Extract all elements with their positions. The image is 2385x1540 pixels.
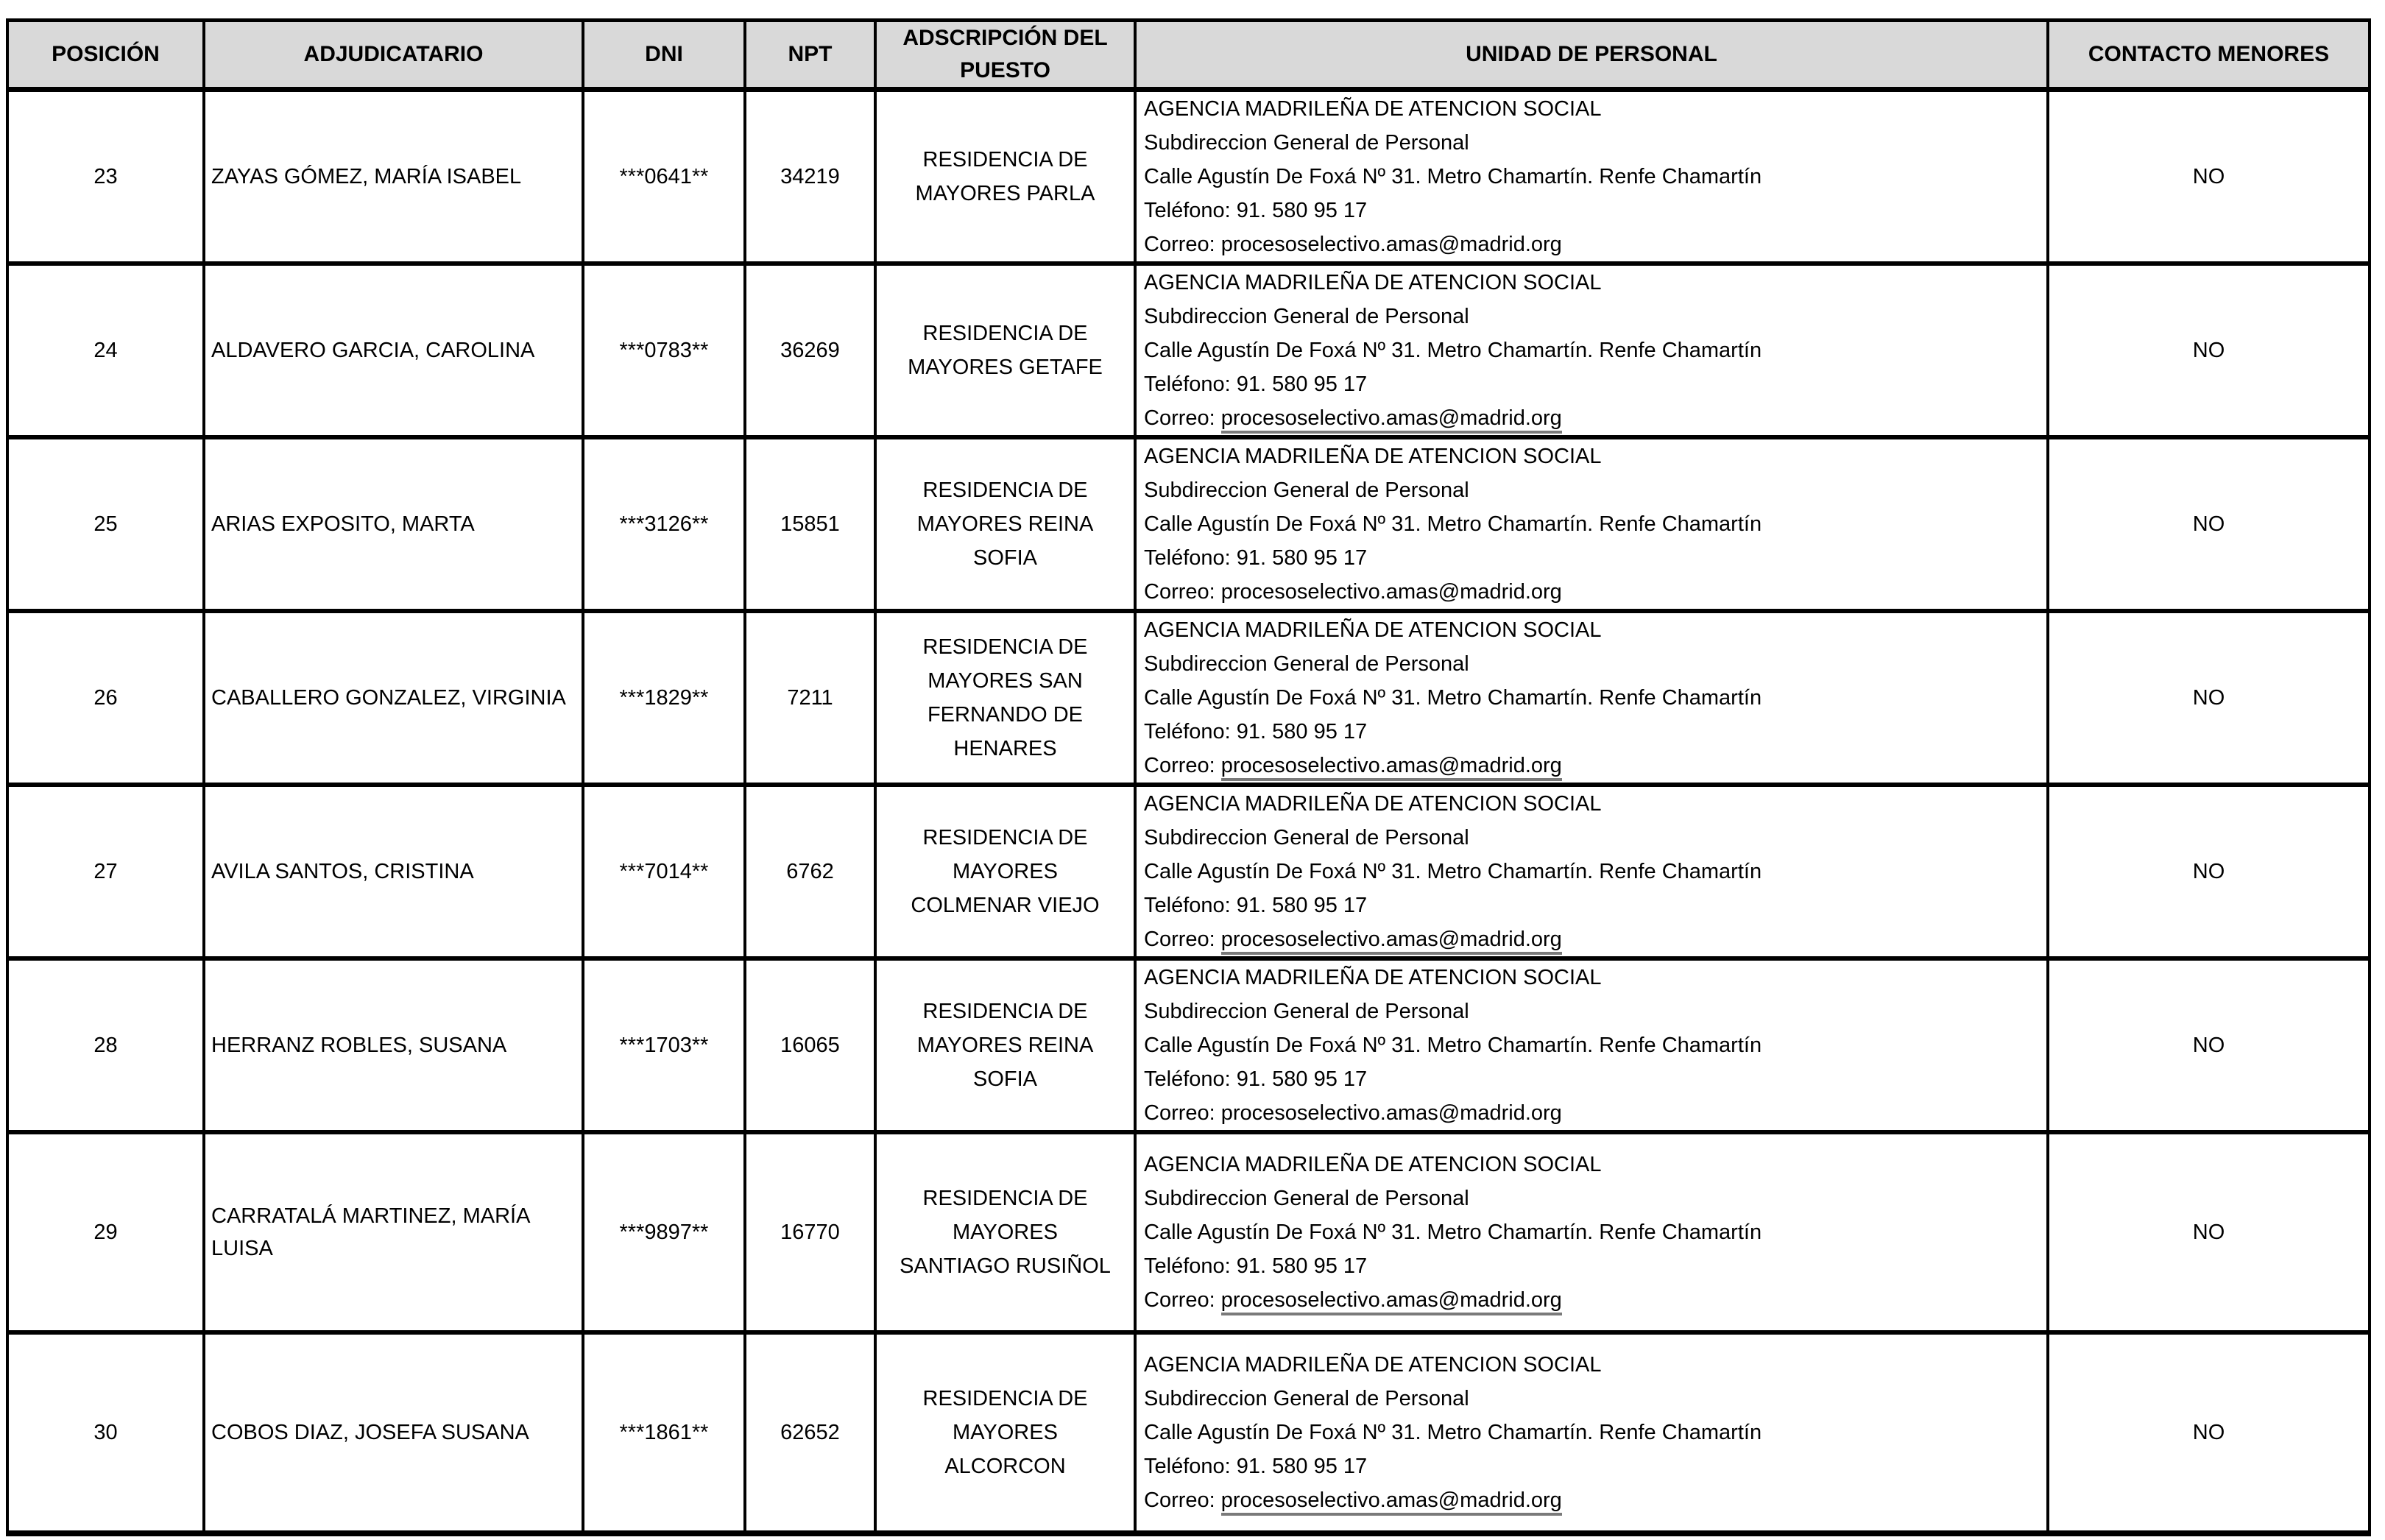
npt-cell: 16770 <box>745 1132 875 1332</box>
posicion-cell: 30 <box>7 1332 204 1533</box>
adscripcion-del-puesto-cell: RESIDENCIA DE MAYORES REINA SOFIA <box>875 958 1135 1132</box>
posicion-cell: 27 <box>7 785 204 958</box>
posicion-cell: 28 <box>7 958 204 1132</box>
unidad-de-personal-cell <box>1135 611 2048 785</box>
unidad-correo-line <box>1144 575 2038 609</box>
col-header-npt: NPT <box>745 21 875 90</box>
contacto-menores-cell: NO <box>2048 264 2370 437</box>
adjudicatario-cell: ALDAVERO GARCIA, CAROLINA <box>204 264 583 437</box>
unidad-telefono-line: Teléfono: 91. 580 95 17 <box>1144 1067 1368 1091</box>
posicion-cell: 24 <box>7 264 204 437</box>
adscripcion-del-puesto-cell: RESIDENCIA DE MAYORES PARLA <box>875 90 1135 264</box>
posicion-cell: 25 <box>7 437 204 611</box>
col-header-unidad-de-personal: UNIDAD DE PERSONAL <box>1135 21 2048 90</box>
correo-label: Correo: <box>1144 580 1221 604</box>
npt-cell: 15851 <box>745 437 875 611</box>
unidad-agencia-line: AGENCIA MADRILEÑA DE ATENCION SOCIAL <box>1144 966 1602 989</box>
unidad-direccion-line: Calle Agustín De Foxá Nº 31. Metro Chamartín. Renfe Chamartín <box>1144 686 1762 710</box>
contacto-menores-cell: NO <box>2048 437 2370 611</box>
unidad-telefono-line: Teléfono: 91. 580 95 17 <box>1144 1254 1368 1278</box>
unidad-subdireccion-line: Subdireccion General de Personal <box>1144 305 1469 328</box>
correo-label: Correo: <box>1144 233 1221 256</box>
unidad-agencia-line: AGENCIA MADRILEÑA DE ATENCION SOCIAL <box>1144 97 1602 121</box>
table-row <box>7 785 2370 958</box>
dni-cell: ***0783** <box>583 264 745 437</box>
unidad-correo-line <box>1144 922 2038 956</box>
adjudicatario-cell: COBOS DIAZ, JOSEFA SUSANA <box>204 1332 583 1533</box>
unidad-agencia-line: AGENCIA MADRILEÑA DE ATENCION SOCIAL <box>1144 618 1602 642</box>
correo-label: Correo: <box>1144 928 1221 951</box>
correo-label: Correo: <box>1144 406 1221 430</box>
unidad-subdireccion-line: Subdireccion General de Personal <box>1144 652 1469 676</box>
adscripcion-del-puesto-cell: RESIDENCIA DE MAYORES REINA SOFIA <box>875 437 1135 611</box>
header-row <box>7 21 2370 90</box>
adjudicatario-cell: AVILA SANTOS, CRISTINA <box>204 785 583 958</box>
table-row <box>7 611 2370 785</box>
table-row <box>7 264 2370 437</box>
unidad-subdireccion-line: Subdireccion General de Personal <box>1144 131 1469 155</box>
npt-cell: 6762 <box>745 785 875 958</box>
adjudicatario-cell: CABALLERO GONZALEZ, VIRGINIA <box>204 611 583 785</box>
unidad-subdireccion-line: Subdireccion General de Personal <box>1144 1000 1469 1023</box>
table-row <box>7 90 2370 264</box>
npt-cell: 16065 <box>745 958 875 1132</box>
unidad-agencia-line: AGENCIA MADRILEÑA DE ATENCION SOCIAL <box>1144 1153 1602 1176</box>
unidad-subdireccion-line: Subdireccion General de Personal <box>1144 1387 1469 1410</box>
unidad-telefono-line: Teléfono: 91. 580 95 17 <box>1144 199 1368 222</box>
npt-cell: 34219 <box>745 90 875 264</box>
col-header-contacto-menores: CONTACTO MENORES <box>2048 21 2370 90</box>
adjudicatario-cell: ZAYAS GÓMEZ, MARÍA ISABEL <box>204 90 583 264</box>
dni-cell: ***0641** <box>583 90 745 264</box>
contacto-menores-cell: NO <box>2048 611 2370 785</box>
correo-label: Correo: <box>1144 1101 1221 1125</box>
unidad-direccion-line: Calle Agustín De Foxá Nº 31. Metro Chamartín. Renfe Chamartín <box>1144 1034 1762 1057</box>
dni-cell: ***1703** <box>583 958 745 1132</box>
unidad-telefono-line: Teléfono: 91. 580 95 17 <box>1144 546 1368 570</box>
adjudicatario-cell: ARIAS EXPOSITO, MARTA <box>204 437 583 611</box>
unidad-correo-line <box>1144 1483 2038 1517</box>
unidad-agencia-line: AGENCIA MADRILEÑA DE ATENCION SOCIAL <box>1144 271 1602 294</box>
adjudicatarios-table <box>6 18 2371 1536</box>
unidad-de-personal-cell <box>1135 437 2048 611</box>
contacto-menores-cell: NO <box>2048 1132 2370 1332</box>
npt-cell: 62652 <box>745 1332 875 1533</box>
unidad-correo-line <box>1144 749 2038 783</box>
email-link[interactable]: procesoselectivo.amas@madrid.org <box>1220 233 1562 256</box>
dni-cell: ***7014** <box>583 785 745 958</box>
adscripcion-del-puesto-cell: RESIDENCIA DE MAYORES ALCORCON <box>875 1332 1135 1533</box>
unidad-direccion-line: Calle Agustín De Foxá Nº 31. Metro Chamartín. Renfe Chamartín <box>1144 512 1762 536</box>
correo-label: Correo: <box>1144 1288 1221 1312</box>
col-header-adjudicatario: ADJUDICATARIO <box>204 21 583 90</box>
adjudicatario-cell: CARRATALÁ MARTINEZ, MARÍA LUISA <box>204 1132 583 1332</box>
unidad-agencia-line: AGENCIA MADRILEÑA DE ATENCION SOCIAL <box>1144 1353 1602 1377</box>
unidad-subdireccion-line: Subdireccion General de Personal <box>1144 826 1469 850</box>
posicion-cell: 26 <box>7 611 204 785</box>
posicion-cell: 29 <box>7 1132 204 1332</box>
email-link[interactable]: procesoselectivo.amas@madrid.org <box>1220 580 1562 604</box>
contacto-menores-cell: NO <box>2048 785 2370 958</box>
unidad-telefono-line: Teléfono: 91. 580 95 17 <box>1144 372 1368 396</box>
unidad-de-personal-cell <box>1135 785 2048 958</box>
email-link[interactable]: procesoselectivo.amas@madrid.org <box>1221 928 1562 955</box>
unidad-subdireccion-line: Subdireccion General de Personal <box>1144 478 1469 502</box>
posicion-cell: 23 <box>7 90 204 264</box>
unidad-direccion-line: Calle Agustín De Foxá Nº 31. Metro Chamartín. Renfe Chamartín <box>1144 860 1762 883</box>
unidad-telefono-line: Teléfono: 91. 580 95 17 <box>1144 1455 1368 1478</box>
table-row <box>7 437 2370 611</box>
contacto-menores-cell: NO <box>2048 958 2370 1132</box>
email-link[interactable]: procesoselectivo.amas@madrid.org <box>1221 1488 1562 1516</box>
dni-cell: ***3126** <box>583 437 745 611</box>
adscripcion-del-puesto-cell: RESIDENCIA DE MAYORES SANTIAGO RUSIÑOL <box>875 1132 1135 1332</box>
email-link[interactable]: procesoselectivo.amas@madrid.org <box>1221 406 1562 434</box>
email-link[interactable]: procesoselectivo.amas@madrid.org <box>1221 754 1562 781</box>
unidad-direccion-line: Calle Agustín De Foxá Nº 31. Metro Chamartín. Renfe Chamartín <box>1144 1221 1762 1244</box>
unidad-de-personal-cell <box>1135 90 2048 264</box>
table-row <box>7 1332 2370 1533</box>
adscripcion-del-puesto-cell: RESIDENCIA DE MAYORES SAN FERNANDO DE HENARES <box>875 611 1135 785</box>
email-link[interactable]: procesoselectivo.amas@madrid.org <box>1220 1101 1562 1125</box>
npt-cell: 36269 <box>745 264 875 437</box>
unidad-de-personal-cell <box>1135 958 2048 1132</box>
table-row <box>7 958 2370 1132</box>
unidad-direccion-line: Calle Agustín De Foxá Nº 31. Metro Chamartín. Renfe Chamartín <box>1144 165 1762 188</box>
correo-label: Correo: <box>1144 1488 1221 1512</box>
unidad-subdireccion-line: Subdireccion General de Personal <box>1144 1187 1469 1210</box>
unidad-correo-line <box>1144 401 2038 435</box>
dni-cell: ***9897** <box>583 1132 745 1332</box>
unidad-telefono-line: Teléfono: 91. 580 95 17 <box>1144 720 1368 743</box>
adscripcion-del-puesto-cell: RESIDENCIA DE MAYORES GETAFE <box>875 264 1135 437</box>
col-header-posicion: POSICIÓN <box>7 21 204 90</box>
npt-cell: 7211 <box>745 611 875 785</box>
unidad-telefono-line: Teléfono: 91. 580 95 17 <box>1144 894 1368 917</box>
contacto-menores-cell: NO <box>2048 90 2370 264</box>
unidad-direccion-line: Calle Agustín De Foxá Nº 31. Metro Chamartín. Renfe Chamartín <box>1144 339 1762 362</box>
unidad-agencia-line: AGENCIA MADRILEÑA DE ATENCION SOCIAL <box>1144 792 1602 816</box>
unidad-correo-line <box>1144 1283 2038 1317</box>
dni-cell: ***1861** <box>583 1332 745 1533</box>
unidad-correo-line <box>1144 227 2038 261</box>
col-header-dni: DNI <box>583 21 745 90</box>
col-header-adscripcion-del-puesto: ADSCRIPCIÓN DEL PUESTO <box>875 21 1135 90</box>
unidad-de-personal-cell <box>1135 1132 2048 1332</box>
unidad-de-personal-cell <box>1135 1332 2048 1533</box>
dni-cell: ***1829** <box>583 611 745 785</box>
correo-label: Correo: <box>1144 754 1221 777</box>
email-link[interactable]: procesoselectivo.amas@madrid.org <box>1221 1288 1562 1315</box>
adscripcion-del-puesto-cell: RESIDENCIA DE MAYORES COLMENAR VIEJO <box>875 785 1135 958</box>
table-row <box>7 1132 2370 1332</box>
unidad-de-personal-cell <box>1135 264 2048 437</box>
adjudicatario-cell: HERRANZ ROBLES, SUSANA <box>204 958 583 1132</box>
contacto-menores-cell: NO <box>2048 1332 2370 1533</box>
unidad-correo-line <box>1144 1096 2038 1130</box>
unidad-agencia-line: AGENCIA MADRILEÑA DE ATENCION SOCIAL <box>1144 445 1602 468</box>
unidad-direccion-line: Calle Agustín De Foxá Nº 31. Metro Chamartín. Renfe Chamartín <box>1144 1421 1762 1444</box>
